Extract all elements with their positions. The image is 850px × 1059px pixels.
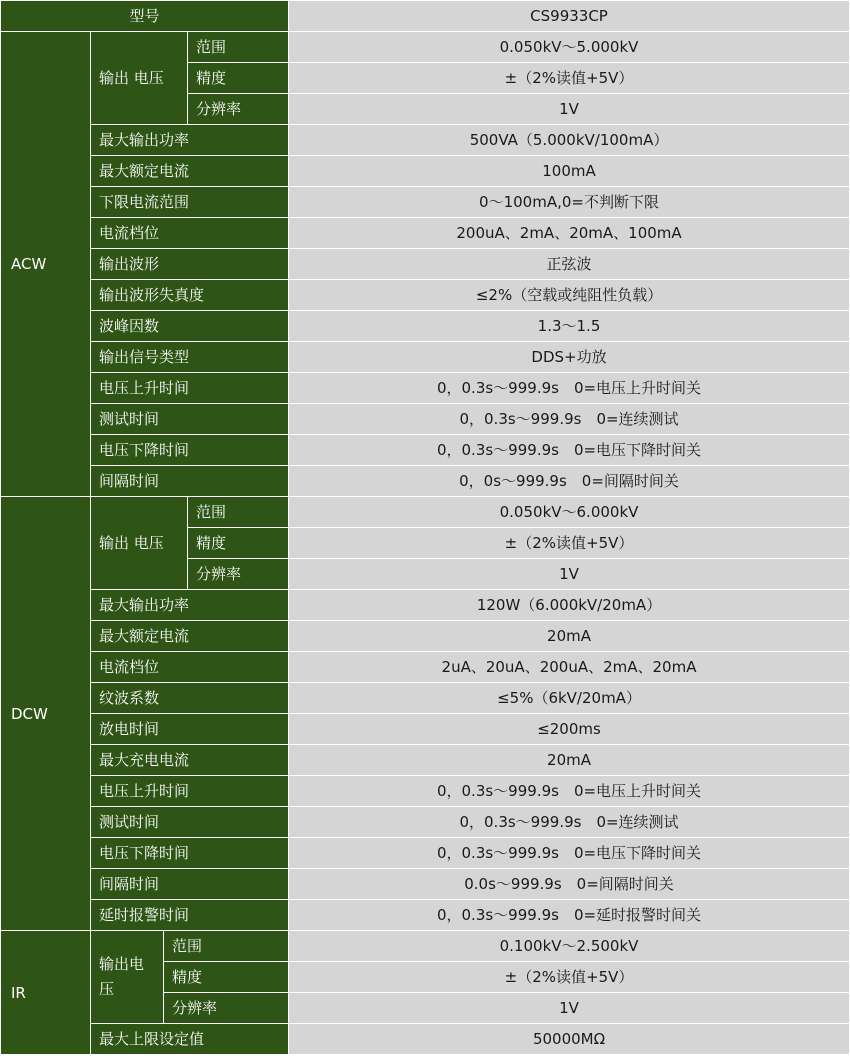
acw-spec-value: 200uA、2mA、20mA、100mA (289, 218, 850, 249)
acw-spec-row (1, 156, 850, 187)
dcw-spec-value: 20mA (289, 621, 850, 652)
dcw-spec-row (1, 590, 850, 621)
model-value: CS9933CP (289, 1, 850, 32)
acw-spec-row (1, 187, 850, 218)
dcw-spec-label: 延时报警时间 (91, 900, 289, 931)
acw-spec-row (1, 435, 850, 466)
acw-spec-value: 0，0s～999.9s 0=间隔时间关 (289, 466, 850, 497)
acw-range-label: 范围 (188, 32, 289, 63)
acw-spec-label: 波峰因数 (91, 311, 289, 342)
dcw-spec-label: 放电时间 (91, 714, 289, 745)
dcw-spec-label: 测试时间 (91, 807, 289, 838)
acw-spec-row (1, 342, 850, 373)
acw-spec-value: 0，0.3s～999.9s 0=连续测试 (289, 404, 850, 435)
dcw-section-label: DCW (1, 497, 91, 931)
dcw-spec-label: 纹波系数 (91, 683, 289, 714)
dcw-spec-value: 20mA (289, 745, 850, 776)
acw-accuracy-value: ±（2%读值+5V） (289, 63, 850, 94)
acw-spec-value: 500VA（5.000kV/100mA） (289, 125, 850, 156)
dcw-spec-value: 0，0.3s～999.9s 0=电压上升时间关 (289, 776, 850, 807)
acw-spec-label: 下限电流范围 (91, 187, 289, 218)
dcw-spec-value: 2uA、20uA、200uA、2mA、20mA (289, 652, 850, 683)
dcw-spec-row (1, 869, 850, 900)
dcw-spec-label: 电压下降时间 (91, 838, 289, 869)
dcw-spec-value: 0，0.3s～999.9s 0=电压下降时间关 (289, 838, 850, 869)
dcw-resolution-label: 分辨率 (188, 559, 289, 590)
dcw-accuracy-label: 精度 (188, 528, 289, 559)
dcw-spec-label: 电压上升时间 (91, 776, 289, 807)
acw-voltage-group-label: 输出 电压 (91, 32, 188, 125)
dcw-range-row (1, 497, 850, 528)
ir-voltage-group-label: 输出电 压 (91, 931, 164, 1024)
acw-spec-value: 1.3～1.5 (289, 311, 850, 342)
ir-range-row (1, 931, 850, 962)
acw-spec-label: 输出信号类型 (91, 342, 289, 373)
dcw-spec-value: 0，0.3s～999.9s 0=延时报警时间关 (289, 900, 850, 931)
acw-spec-row (1, 280, 850, 311)
dcw-spec-label: 最大充电电流 (91, 745, 289, 776)
dcw-spec-row (1, 900, 850, 931)
dcw-spec-label: 电流档位 (91, 652, 289, 683)
acw-range-row (1, 32, 850, 63)
acw-resolution-value: 1V (289, 94, 850, 125)
dcw-spec-label: 间隔时间 (91, 869, 289, 900)
acw-spec-row (1, 249, 850, 280)
dcw-voltage-group-label: 输出 电压 (91, 497, 188, 590)
ir-range-value: 0.100kV～2.500kV (289, 931, 850, 962)
ir-spec-value: 50000MΩ (289, 1024, 850, 1055)
dcw-resolution-value: 1V (289, 559, 850, 590)
acw-spec-row (1, 373, 850, 404)
acw-spec-value: ≤2%（空载或纯阻性负载） (289, 280, 850, 311)
dcw-spec-row (1, 745, 850, 776)
dcw-spec-value: ≤200ms (289, 714, 850, 745)
acw-spec-value: 0～100mA,0=不判断下限 (289, 187, 850, 218)
ir-section-label: IR (1, 931, 91, 1055)
acw-spec-value: 0，0.3s～999.9s 0=电压下降时间关 (289, 435, 850, 466)
acw-spec-label: 电流档位 (91, 218, 289, 249)
acw-resolution-label: 分辨率 (188, 94, 289, 125)
dcw-spec-row (1, 621, 850, 652)
dcw-range-value: 0.050kV～6.000kV (289, 497, 850, 528)
ir-spec-row (1, 1024, 850, 1055)
dcw-spec-row (1, 807, 850, 838)
acw-accuracy-label: 精度 (188, 63, 289, 94)
ir-range-label: 范围 (164, 931, 289, 962)
acw-spec-row (1, 466, 850, 497)
dcw-spec-value: ≤5%（6kV/20mA） (289, 683, 850, 714)
acw-spec-label: 输出波形失真度 (91, 280, 289, 311)
dcw-accuracy-value: ±（2%读值+5V） (289, 528, 850, 559)
dcw-spec-row (1, 838, 850, 869)
acw-spec-row (1, 404, 850, 435)
ir-accuracy-label: 精度 (164, 962, 289, 993)
acw-spec-value: 正弦波 (289, 249, 850, 280)
ir-resolution-label: 分辨率 (164, 993, 289, 1024)
acw-spec-label: 输出波形 (91, 249, 289, 280)
acw-spec-label: 测试时间 (91, 404, 289, 435)
dcw-range-label: 范围 (188, 497, 289, 528)
acw-spec-label: 间隔时间 (91, 466, 289, 497)
dcw-spec-value: 120W（6.000kV/20mA） (289, 590, 850, 621)
ir-accuracy-value: ±（2%读值+5V） (289, 962, 850, 993)
dcw-spec-row (1, 683, 850, 714)
dcw-spec-value: 0，0.3s～999.9s 0=连续测试 (289, 807, 850, 838)
dcw-spec-row (1, 652, 850, 683)
acw-spec-row (1, 311, 850, 342)
acw-spec-value: 0，0.3s～999.9s 0=电压上升时间关 (289, 373, 850, 404)
acw-spec-label: 电压上升时间 (91, 373, 289, 404)
spec-table-body (1, 1, 850, 1055)
model-label: 型号 (1, 1, 289, 32)
acw-spec-label: 最大额定电流 (91, 156, 289, 187)
acw-spec-value: DDS+功放 (289, 342, 850, 373)
dcw-spec-row (1, 714, 850, 745)
dcw-spec-label: 最大额定电流 (91, 621, 289, 652)
acw-spec-label: 最大输出功率 (91, 125, 289, 156)
dcw-spec-label: 最大输出功率 (91, 590, 289, 621)
acw-spec-value: 100mA (289, 156, 850, 187)
acw-spec-row (1, 125, 850, 156)
ir-spec-label: 最大上限设定值 (91, 1024, 289, 1055)
ir-resolution-value: 1V (289, 993, 850, 1024)
header-row (1, 1, 850, 32)
dcw-spec-value: 0.0s～999.9s 0=间隔时间关 (289, 869, 850, 900)
acw-section-label: ACW (1, 32, 91, 497)
acw-spec-label: 电压下降时间 (91, 435, 289, 466)
acw-spec-row (1, 218, 850, 249)
dcw-spec-row (1, 776, 850, 807)
acw-range-value: 0.050kV～5.000kV (289, 32, 850, 63)
